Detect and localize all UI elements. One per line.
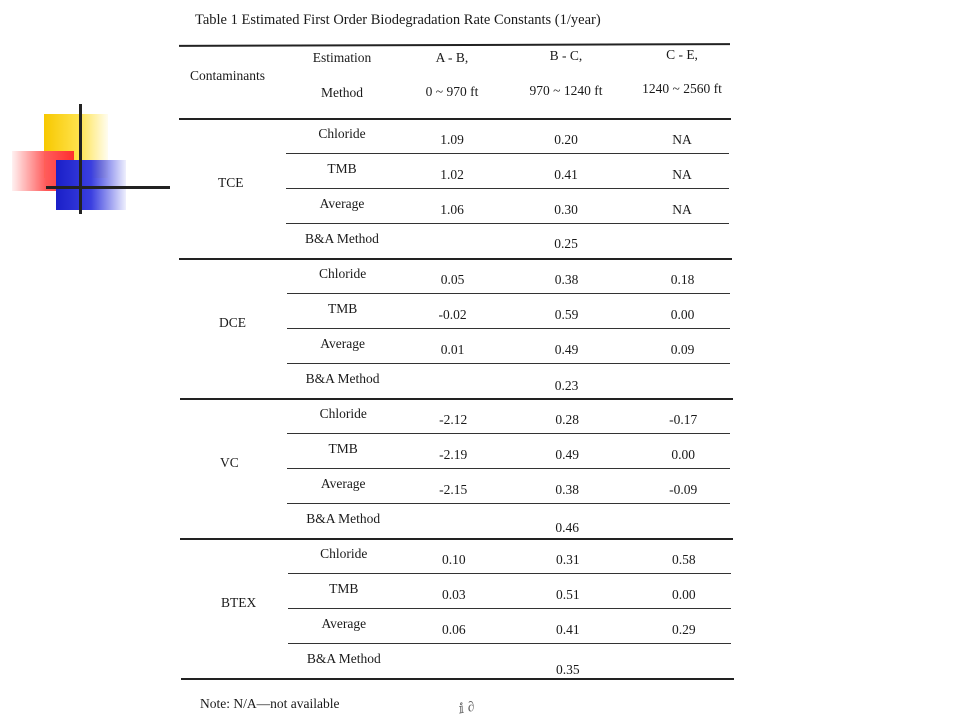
value-ce-cell: -0.09: [669, 482, 698, 497]
header-col-ce: C - E,: [666, 47, 698, 62]
group-separator-rule: [180, 398, 733, 400]
method-cell: TMB: [329, 581, 359, 596]
contaminant-name: TCE: [218, 175, 244, 190]
row-separator-rule: [287, 503, 730, 504]
logo-horizontal-line: [46, 186, 170, 189]
method-cell: Chloride: [319, 406, 367, 421]
table-title: Table 1 Estimated First Order Biodegradation Rate Constants (1/year): [195, 12, 601, 28]
value-ab-cell: 0.06: [441, 622, 466, 637]
value-bc-cell: 0.59: [554, 307, 579, 322]
value-ce-cell: 0.00: [670, 307, 695, 322]
value-bc-cell: 0.41: [555, 622, 580, 637]
ba-method-label: B&A Method: [305, 371, 380, 386]
value-bc-cell: 0.38: [554, 272, 579, 287]
value-bc-cell: 0.49: [554, 342, 579, 357]
value-ce-cell: NA: [672, 202, 692, 217]
group-separator-rule: [180, 538, 733, 540]
value-bc-cell: 0.20: [554, 132, 578, 147]
value-ab-cell: -2.19: [439, 447, 468, 462]
method-cell: Average: [321, 616, 367, 631]
method-cell: TMB: [328, 441, 358, 456]
contaminant-name: BTEX: [221, 595, 257, 610]
ba-method-value: 0.35: [555, 662, 580, 677]
scanned-table-document: [176, 0, 760, 720]
method-cell: Chloride: [318, 126, 366, 141]
method-cell: TMB: [327, 161, 357, 176]
group-separator-rule: [179, 258, 732, 260]
value-ab-cell: 1.02: [440, 167, 464, 182]
value-ab-cell: -0.02: [438, 307, 467, 322]
scan-mark: ⅈ ∂: [457, 699, 477, 718]
ba-method-label: B&A Method: [305, 231, 379, 246]
slide-logo-decoration: [0, 0, 180, 230]
row-separator-rule: [286, 153, 729, 154]
row-separator-rule: [286, 223, 729, 224]
method-cell: Chloride: [320, 546, 368, 561]
method-cell: TMB: [327, 301, 358, 316]
row-separator-rule: [287, 293, 730, 294]
value-bc-cell: 0.30: [554, 202, 578, 217]
ba-method-label: B&A Method: [306, 651, 381, 666]
value-ce-cell: NA: [672, 167, 692, 182]
value-ab-cell: -2.15: [439, 482, 468, 497]
value-ce-cell: 0.29: [671, 622, 696, 637]
row-separator-rule: [287, 363, 730, 364]
value-ce-cell: -0.17: [669, 412, 698, 427]
header-method: Method: [321, 85, 363, 100]
value-bc-cell: 0.31: [555, 552, 580, 567]
ba-method-label: B&A Method: [306, 511, 381, 526]
method-cell: Average: [320, 336, 365, 351]
method-cell: Chloride: [318, 266, 367, 281]
value-ab-cell: 0.03: [441, 587, 466, 602]
row-separator-rule: [287, 468, 730, 469]
table-footnote: Note: N/A—not available: [200, 696, 340, 711]
ba-method-value: 0.25: [554, 236, 578, 251]
header-col-bc: B - C,: [549, 48, 583, 63]
header-col-bc-range: 970 ~ 1240 ft: [529, 83, 603, 98]
value-bc-cell: 0.51: [555, 587, 580, 602]
ba-method-value: 0.23: [554, 378, 579, 393]
value-ab-cell: 1.06: [440, 202, 464, 217]
value-ab-cell: 0.05: [440, 272, 465, 287]
row-separator-rule: [288, 573, 731, 574]
value-bc-cell: 0.28: [555, 412, 579, 427]
row-separator-rule: [288, 643, 731, 644]
value-ce-cell: 0.09: [670, 342, 695, 357]
contaminant-name: VC: [220, 455, 239, 470]
value-ce-cell: 0.00: [671, 587, 696, 602]
row-separator-rule: [287, 433, 730, 434]
value-ce-cell: 0.00: [671, 447, 695, 462]
row-separator-rule: [287, 328, 730, 329]
row-separator-rule: [286, 188, 729, 189]
value-bc-cell: 0.38: [555, 482, 579, 497]
row-separator-rule: [288, 608, 731, 609]
header-bottom-rule: [179, 118, 731, 120]
header-col-ab-range: 0 ~ 970 ft: [425, 84, 479, 99]
method-cell: Average: [319, 196, 365, 211]
method-cell: Average: [320, 476, 366, 491]
header-contaminants: Contaminants: [190, 68, 265, 83]
header-col-ab: A - B,: [435, 50, 469, 65]
value-bc-cell: 0.41: [554, 167, 578, 182]
value-ce-cell: 0.58: [671, 552, 696, 567]
group-separator-rule: [181, 678, 734, 680]
value-bc-cell: 0.49: [555, 447, 579, 462]
value-ce-cell: 0.18: [670, 272, 695, 287]
value-ab-cell: 0.01: [440, 342, 465, 357]
ba-method-value: 0.46: [555, 520, 579, 535]
contaminant-name: DCE: [219, 315, 246, 330]
header-col-ce-range: 1240 ~ 2560 ft: [642, 81, 722, 96]
value-ab-cell: -2.12: [439, 412, 468, 427]
value-ab-cell: 0.10: [441, 552, 466, 567]
value-ce-cell: NA: [672, 132, 692, 147]
logo-blue-square: [56, 160, 126, 210]
value-ab-cell: 1.09: [440, 132, 464, 147]
header-estimation: Estimation: [312, 50, 372, 65]
logo-vertical-line: [79, 104, 82, 214]
